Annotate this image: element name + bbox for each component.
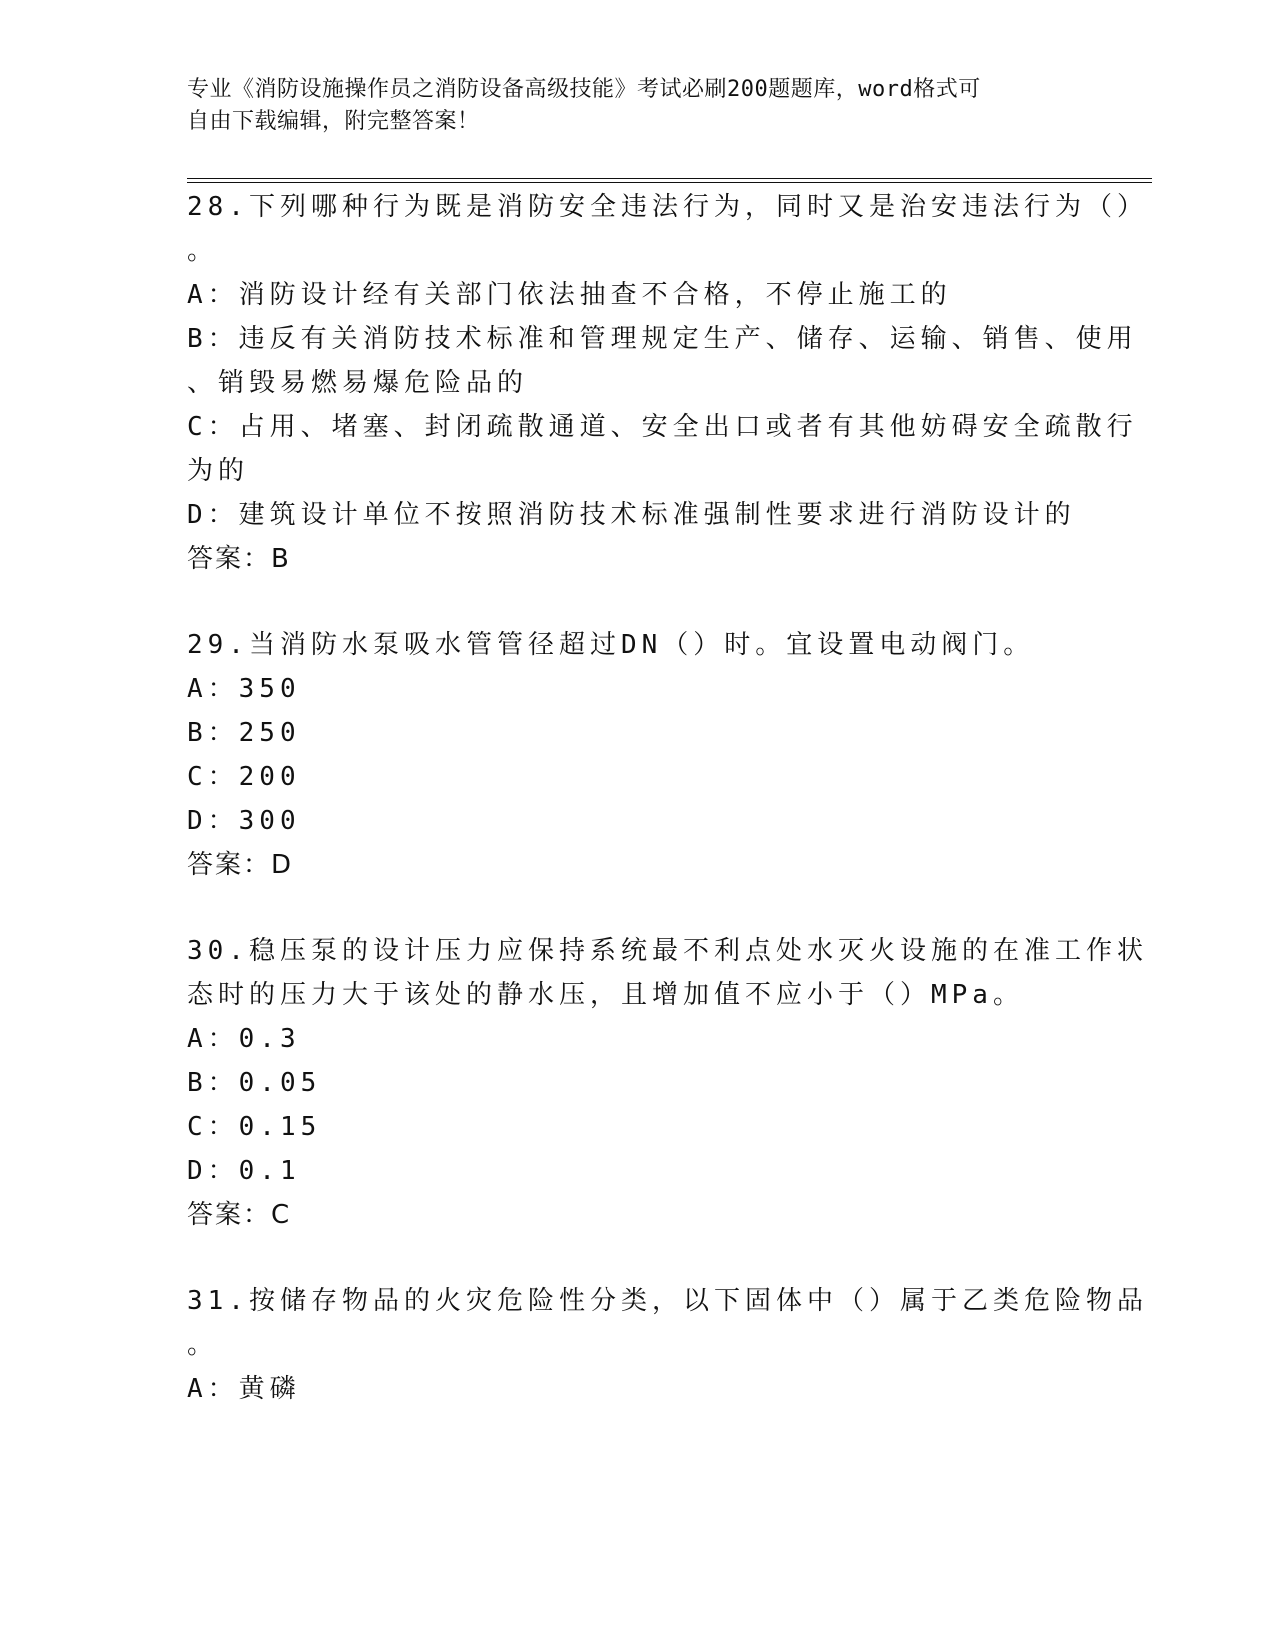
header-divider-top [187, 178, 1152, 179]
option-c-continuation: 为的 [187, 456, 250, 486]
header-divider-bottom [187, 182, 1152, 183]
question-stem-continuation: 。 [187, 1330, 219, 1360]
answer: 答案：C [187, 1200, 292, 1230]
question-stem: 29.当消防水泵吸水管管径超过DN（）时。宜设置电动阀门。 [187, 630, 1035, 660]
question-stem: 30.稳压泵的设计压力应保持系统最不利点处水灭火设施的在准工作状 [187, 936, 1148, 966]
option-c: C：占用、堵塞、封闭疏散通道、安全出口或者有其他妨碍安全疏散行 [187, 412, 1138, 442]
answer: 答案：D [187, 850, 294, 880]
option-d: D：建筑设计单位不按照消防技术标准强制性要求进行消防设计的 [187, 500, 1076, 530]
option-b: B：违反有关消防技术标准和管理规定生产、储存、运输、销售、使用 [187, 324, 1138, 354]
option-a: A：消防设计经有关部门依法抽查不合格，不停止施工的 [187, 280, 952, 310]
document-header [187, 74, 1067, 138]
answer: 答案：B [187, 544, 291, 574]
option-d: D：300 [187, 806, 301, 836]
question-stem: 28.下列哪种行为既是消防安全违法行为，同时又是治安违法行为（） [187, 192, 1148, 222]
option-b: B：0.05 [187, 1068, 322, 1098]
header-line-2: 自由下载编辑，附完整答案！ [187, 109, 480, 134]
option-c: C：200 [187, 762, 301, 792]
option-a: A：0.3 [187, 1024, 301, 1054]
option-a: A：黄磷 [187, 1374, 301, 1404]
question-stem-continuation: 。 [187, 236, 219, 266]
question-stem: 31.按储存物品的火灾危险性分类，以下固体中（）属于乙类危险物品 [187, 1286, 1148, 1316]
header-line-1: 专业《消防设施操作员之消防设备高级技能》考试必刷200题题库，word格式可 [187, 77, 981, 102]
option-b-continuation: 、销毁易燃易爆危险品的 [187, 368, 529, 398]
option-b: B：250 [187, 718, 301, 748]
option-c: C：0.15 [187, 1112, 322, 1142]
option-d: D：0.1 [187, 1156, 301, 1186]
option-a: A：350 [187, 674, 301, 704]
question-stem-continuation: 态时的压力大于该处的静水压，且增加值不应小于（）MPa。 [187, 980, 1024, 1010]
